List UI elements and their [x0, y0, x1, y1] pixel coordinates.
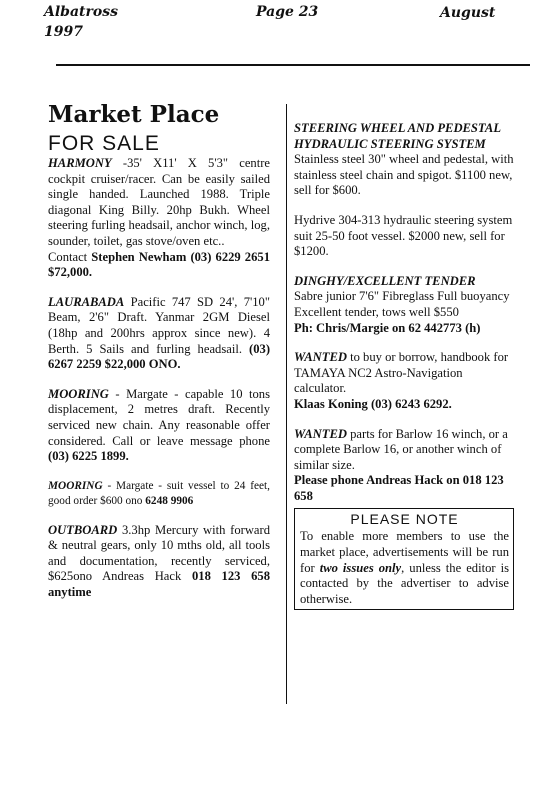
ad-wanted-handbook: [294, 350, 514, 412]
ad-title: OUTBOARD: [48, 522, 118, 537]
ad-contact-prefix: Contact: [48, 249, 88, 264]
notice-text-end: , unless the editor is contacted by the advertiser to advise otherwise.: [300, 560, 510, 606]
ad-body: - Margate - capable 10 tons displacement, 2 metres draft. Recently serviced new chain. Any reasonable offer considered. Call or leave message phone: [48, 386, 270, 448]
ad-title: WANTED: [294, 426, 347, 441]
ad-contact: 6248 9906: [145, 494, 194, 507]
notice-title: PLEASE NOTE: [350, 511, 459, 528]
ad-contact: Chris/Margie on 62 442773 (h): [316, 320, 481, 335]
ad-outboard: [48, 523, 270, 601]
ad-title: STEERING WHEEL AND PEDESTAL HYDRAULIC STEERING SYSTEM: [294, 121, 501, 151]
publication-name: Albatross: [44, 4, 118, 20]
publication-month: August: [440, 5, 496, 21]
ad-contact: (03) 6225 1899.: [48, 449, 129, 464]
ad-title: WANTED: [294, 350, 347, 365]
column-divider: [286, 104, 287, 704]
ad-contact: 018 123 658 anytime: [48, 569, 270, 600]
ad-contact: Stephen Newham (03) 6229 2651 $72,000.: [48, 249, 270, 280]
ad-body: to buy or borrow, handbook for TAMAYA NC2 Astro-Navigation calculator.: [294, 350, 509, 396]
ad-mooring-10-tons: [48, 387, 270, 465]
page-number: Page 23: [256, 4, 319, 20]
ad-title: LAURABADA: [48, 294, 125, 309]
for-sale-heading: FOR SALE: [48, 132, 160, 155]
please-note-box: [294, 508, 514, 610]
ad-dinghy: [294, 274, 514, 336]
left-column: [48, 100, 270, 615]
ad-body: Pacific 747 SD 24', 7'10" Beam, 2'6" Draft. Yanmar 2GM Diesel (18hp and 200hrs approx since new). 4 Berth. 5 Sails and furling headsail.: [48, 294, 270, 356]
ad-body: 3.3hp Mercury with forward & neutral gears, only 10 mths old, all tools and documentation, recently serviced, $625ono Andreas Hack: [48, 522, 271, 584]
ad-body: Sabre junior 7'6" Fibreglass Full buoyancy Excellent tender, tows well $550: [294, 289, 510, 319]
ad-body: -35' X11' X 5'3" centre cockpit cruiser/racer. Can be easily sailed single handed. Launched 1988. Triple diagonal King Billy. 20hp Bukh. Wheel steering furling headsail, anchor winch, log, sounder, toilet, gas stove/oven etc..: [48, 156, 270, 248]
ad-contact-label: Ph:: [294, 320, 313, 335]
notice-emphasis: two issues only: [319, 560, 402, 575]
ad-title: DINGHY/EXCELLENT TENDER: [294, 273, 476, 288]
ad-body: parts for Barlow 16 winch, or a complete Barlow 16, or another winch of similar size.: [294, 426, 508, 472]
notice-text: To enable more members to use the market place, advertisements will be run for: [300, 529, 509, 575]
ad-wanted-winch: [294, 427, 514, 505]
page-title: Market Place: [48, 101, 220, 128]
ad-mooring-24-feet: [48, 479, 270, 509]
ad-title: HARMONY: [48, 156, 112, 170]
publication-year: 1997: [44, 24, 83, 40]
ad-harmony: [48, 156, 270, 281]
ad-laurabada: [48, 295, 270, 373]
ad-title: MOORING: [48, 386, 109, 401]
right-column: [294, 121, 514, 610]
ad-contact: Klaas Koning (03) 6243 6292.: [294, 396, 452, 411]
ad-body: Stainless steel 30" wheel and pedestal, with stainless steel chain and spigot. $1100 new, sell for $600.: [294, 152, 514, 198]
ad-body-hydrive: Hydrive 304-313 hydraulic steering system suit 25-50 foot vessel. $2000 new, sell for $1200.: [294, 212, 513, 259]
ad-steering-wheel: [294, 121, 514, 260]
ad-title: MOORING: [48, 479, 103, 492]
header-divider: [56, 64, 530, 66]
ad-contact: (03) 6267 2259 $22,000 ONO.: [48, 341, 271, 372]
ad-body: - Margate - suit vessel to 24 feet, good order $600 ono: [48, 479, 271, 507]
ad-contact: Please phone Andreas Hack on 018 123 658: [294, 473, 504, 503]
